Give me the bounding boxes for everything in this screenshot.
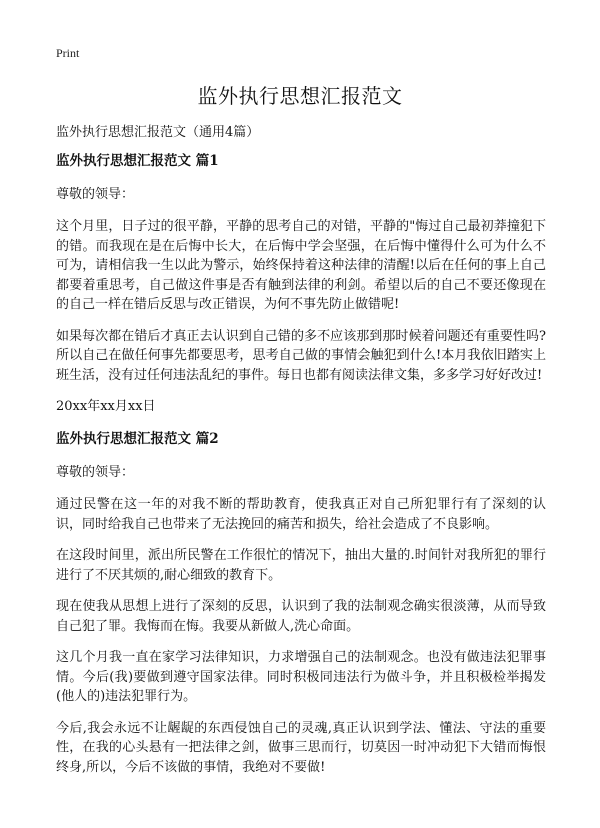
document-body: [56, 152, 546, 789]
salutation: 尊敬的领导：: [56, 465, 135, 480]
print-label: Print: [56, 46, 80, 60]
document-subtitle: 监外执行思想汇报范文（通用4篇）: [56, 125, 260, 140]
paragraph: 通过民警在这一年的对我不断的帮助教育，使我真正对自己所犯罪行有了深刻的认识，同时给我自己也带来了无法挽回的痛苦和损失，给社会造成了不良影响。: [56, 497, 546, 532]
section-heading: 监外执行思想汇报范文 篇2: [56, 431, 219, 447]
paragraph: 现在使我从思想上进行了深刻的反思，认识到了我的法制观念确实很淡薄，从而导致自己犯了罪。我悔而在悔。我要从新做人,洗心命面。: [56, 599, 546, 634]
letter-date: 20xx年xx月xx日: [56, 399, 156, 414]
paragraph: 这个月里，日子过的很平静，平静的思考自己的对错，平静的"悔过自己最初莽撞犯下的错。而我现在是在后悔中长大，在后悔中学会坚强，在后悔中懂得什么可为什么不可为，请相信我一生以此为警示，始终保持着这种法律的清醒!以后在任何的事上自己都要着重思考，自己做这件事是否有触到法律的利剑。希望以后的自己不要还像现在的自己一样在错后反思与改正错误，为何不事先防止做错呢!: [56, 219, 546, 312]
paragraph: 在这段时间里，派出所民警在工作很忙的情况下，抽出大量的.时间针对我所犯的罪行进行了不厌其烦的,耐心细致的教育下。: [56, 548, 546, 583]
section-1: [56, 152, 546, 416]
section-heading: 监外执行思想汇报范文 篇1: [56, 153, 219, 169]
paragraph: 今后,我会永远不让龌龊的东西侵蚀自己的灵魂,真正认识到学法、懂法、守法的重要性，在我的心头悬有一把法律之剑，做事三思而行，切莫因一时冲动犯下大错而悔恨终身,所以，今后不该做的事情，我绝对不要做!: [56, 720, 546, 775]
paragraph: 这几个月我一直在家学习法律知识，力求增强自己的法制观念。也没有做违法犯罪事情。今后(我)要做到遵守国家法律。同时积极同违法行为做斗争，并且积极检举揭发(他人的)违法犯罪行为。: [56, 650, 546, 704]
paragraph: 如果每次都在错后才真正去认识到自己错的多不应该那到那时候着问题还有重要性吗?所以自己在做任何事先都要思考，思考自己做的事情会触犯到什么!本月我依旧踏实上班生活，没有过任何违法乱纪的事件。每日也都有阅读法律文集，多多学习好好改过!: [56, 328, 546, 383]
document-title: 监外执行思想汇报范文: [197, 84, 403, 108]
salutation: 尊敬的领导：: [56, 187, 135, 202]
section-2: [56, 430, 546, 777]
